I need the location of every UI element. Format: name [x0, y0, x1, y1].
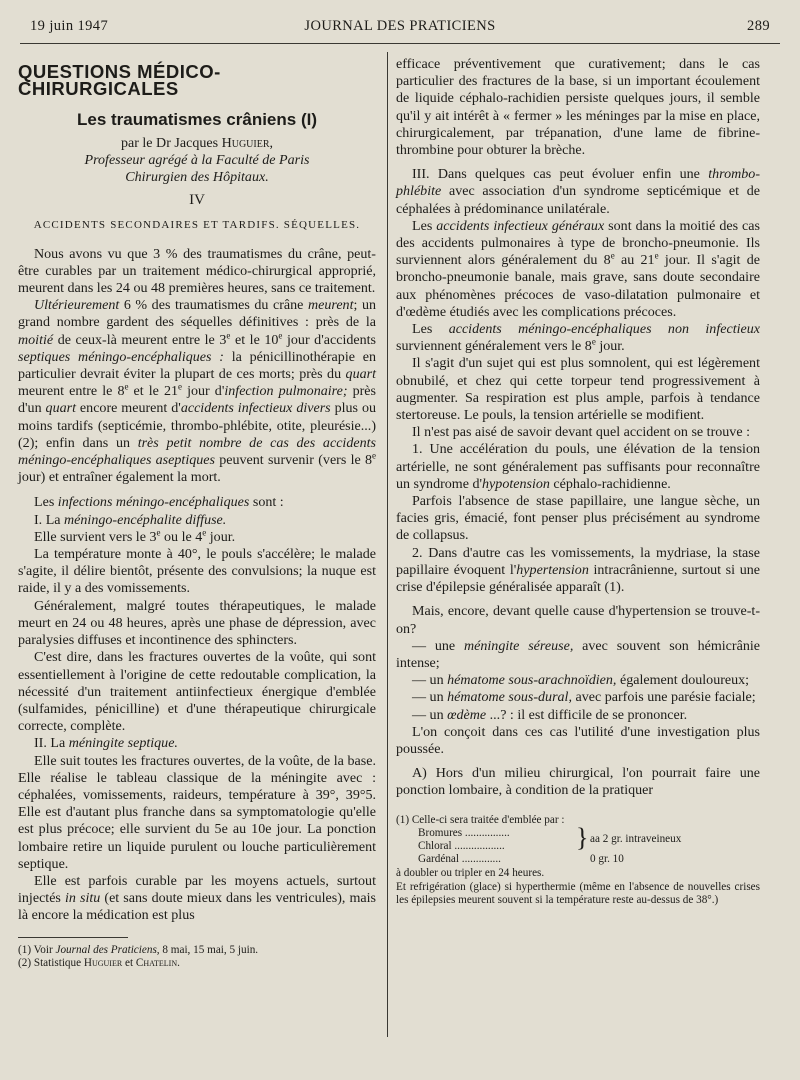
paragraph: Il n'est pas aisé de savoir devant quel accident on se trouve : [412, 424, 750, 441]
text: et le 21 [128, 383, 179, 400]
italic-text: septiques méningo-encéphaliques : [18, 348, 224, 365]
text: sont : [249, 494, 284, 511]
italic-text: œdème [447, 706, 487, 723]
paragraph [18, 735, 376, 752]
text: céphalo-rachidienne. [549, 475, 671, 492]
text: et le 10 [230, 331, 279, 348]
text: II. La [34, 735, 69, 752]
superscript: e [610, 250, 615, 261]
author-name: Huguier, [221, 134, 274, 151]
text: III. Dans quelques cas peut évoluer enfin une [412, 166, 709, 183]
footnote-rule [18, 937, 128, 938]
paragraph: C'est dire, dans les fractures ouvertes de la voûte, qui sont essentiellement à l'origine de cette redoutable complication, la nécessité d'un traitement antiinfectieux énergique d'emblée (sulfamides, pénicilline) et d'une thérapeutique chirurgicale correcte, complète. [18, 649, 376, 735]
author-role-2-text: Chirurgien des Hôpitaux. [125, 169, 269, 186]
left-column [18, 56, 376, 971]
text: I. La [34, 511, 65, 528]
paragraph [18, 512, 376, 529]
brace-glyph: } [576, 823, 589, 853]
text: au 21 [614, 252, 655, 269]
paragraph [396, 166, 760, 218]
text: Chatelin. [135, 957, 180, 970]
italic-text: très petit nombre de cas des accidents méningo-encéphaliques aseptiques [18, 434, 376, 469]
italic-text: infections méningo-encéphaliques [57, 494, 250, 511]
author-role-1 [18, 152, 376, 169]
text: 2. Dans d'autre cas les vomissements, la mydriase, la stase papillaire évoquent l' [396, 544, 760, 578]
author-role-1-text: Professeur agrégé à la Faculté de Paris [84, 151, 310, 168]
superscript: e [178, 381, 183, 392]
header-journal-title: JOURNAL DES PRATICIENS [304, 18, 496, 34]
dose-aa: aa 2 gr. intraveineux [590, 833, 682, 846]
text: Elle survient vers le 3 [34, 528, 157, 545]
text: — un [412, 689, 448, 706]
text: — une [412, 637, 464, 654]
paragraph: La température monte à 40°, le pouls s'accélère; le malade s'agite, il délire bientôt, présente des convulsions; la nuque est raide, il y a des vomissements. [18, 546, 376, 597]
paragraph: L'on conçoit dans ces cas l'utilité d'une investigation plus poussée. [396, 723, 760, 757]
italic-text: méningite septique. [68, 735, 178, 752]
paragraph [18, 297, 376, 486]
right-column [396, 56, 760, 908]
text: près d'un [18, 383, 376, 417]
footnote-right-line2: à doubler ou tripler en 24 heures. [396, 867, 545, 880]
text: Huguier [83, 957, 123, 970]
text: plus ou moins tardifs (septicémie, thrombo-phlébite, otite, pleurésie...) (2); enfin dans un [18, 400, 376, 451]
text: (1) Voir [18, 943, 56, 956]
text: — un [412, 672, 448, 689]
italic-text: méningite séreuse, [464, 637, 574, 654]
superscript: e [591, 336, 596, 347]
dose-gardenal: Gardénal .............. [418, 853, 501, 866]
italic-text: hématome sous-arachnoïdien, [447, 672, 617, 689]
text: avec parfois une parésie faciale; [571, 689, 756, 706]
text: Les [412, 321, 449, 338]
text: avec souvent son hémicrânie intense; [396, 637, 760, 671]
paragraph [396, 689, 760, 706]
paragraph: Généralement, malgré toutes thérapeutiques, le malade meurt en 24 ou 48 heures, après une phase de dépression, avec paralysies diffuses et incontinence des sphincters. [18, 597, 376, 649]
text: la pénicillinothérapie en particulier devrait éviter la plupart de ces morts; près du [18, 348, 376, 383]
italic-text: Ultérieurement [34, 297, 120, 314]
italic-text: hypotension [482, 475, 550, 492]
superscript: e [124, 381, 129, 392]
text: (2) Statistique [18, 957, 84, 970]
column-divider [387, 52, 388, 1037]
text: de ceux-là meurent entre le 3 [53, 331, 227, 348]
dose-bromures: Bromures ................ [418, 827, 510, 840]
italic-text: accidents infectieux généraux [436, 217, 605, 234]
paragraph [396, 672, 760, 689]
italic-text: moitié [18, 331, 54, 348]
text: 6 % des traumatismes du crâne [119, 297, 308, 314]
footnote-2 [18, 957, 376, 971]
text: 8 mai, 15 mai, 5 juin. [159, 943, 259, 956]
superscript: e [372, 450, 377, 461]
paragraph: Nous avons vu que 3 % des traumatismes du crâne, peut-être curables par un traitement médico-chirurgical approprié, meurent dans les 24 ou 48 premières heures, sans ce traitement. [18, 245, 376, 297]
text: également douloureux; [616, 672, 750, 689]
text: jour d'accidents [282, 331, 376, 348]
paragraph [18, 494, 376, 511]
text: jour d' [182, 383, 225, 400]
superscript: e [156, 527, 161, 538]
italic-text: in situ [65, 890, 101, 907]
paragraph [396, 707, 760, 724]
subheading: ACCIDENTS SECONDAIRES ET TARDIFS. SÉQUELLES. [33, 219, 361, 232]
text: Les [34, 494, 58, 511]
italic-text: thrombo-phlébite [396, 166, 760, 200]
dose-chloral: Chloral .................. [418, 840, 505, 853]
italic-text: hématome sous-dural, [447, 689, 572, 706]
text: intracrânienne, surtout si une crise d'épilepsie généralisée apparaît (1). [396, 561, 760, 596]
text: jour. Il s'agit de broncho-pneumonie banale, mais grave, sans doute secondaire aux phénomènes précoces de vaso-dilatation pulmonaire et d'œdème étudiés avec les complications précoces. [396, 252, 760, 320]
text: meurent entre le 8 [18, 383, 125, 400]
italic-text: meurent [307, 297, 354, 314]
paragraph: A) Hors d'un milieu chirurgical, l'on pourrait faire une ponction lombaire, à condition de la pratiquer [396, 765, 760, 799]
italic-text: hypertension [516, 561, 589, 578]
italic-text: accidents méningo-encéphaliques non infectieux [448, 321, 760, 338]
section-title: QUESTIONS MÉDICO-CHIRURGICALES [18, 61, 221, 100]
paragraph: Elle suit toutes les fractures ouvertes, de la voûte, de la base. Elle réalise le tableau classique de la méningite avec : céphalées, vomissements, raideurs, température à 39°, 39°5. Elle est d'autant plus franche dans sa symptomatologie qu'elle est plus précoce; elle survient du 5e au 10e jour. La ponction lombaire retire un liquide purulent ou louche particulièrement septique. [18, 752, 376, 872]
paragraph [396, 545, 760, 597]
paragraph [18, 529, 376, 546]
author-role-2 [18, 169, 376, 186]
text: et [122, 957, 136, 970]
superscript: e [202, 527, 207, 538]
text: Elle est parfois curable par les moyens actuels, surtout injectés [18, 872, 376, 907]
paragraph: Mais, encore, devant quelle cause d'hypertension se trouve-t-on? [396, 603, 760, 637]
paragraph [396, 441, 760, 493]
paragraph [18, 873, 376, 925]
italic-text: accidents infectieux divers [180, 400, 331, 417]
article-title: Les traumatismes crâniens (I) [77, 110, 317, 130]
part-number: IV [189, 192, 205, 209]
italic-text: Journal des Praticiens, [55, 943, 160, 956]
text: sont dans la moitié des cas des accidents pulmonaires à type de broncho-pneumonie. Ils surviennent alors généralement du 8 [396, 217, 760, 269]
paragraph [396, 638, 760, 672]
paragraph [396, 321, 760, 355]
text: jour. [206, 528, 236, 545]
text: ...? : il est difficile de se prononcer. [486, 706, 688, 723]
author-prefix: par le Dr Jacques [120, 134, 222, 151]
footnote-dose-table [418, 823, 760, 867]
text: jour. [595, 338, 625, 355]
dose-gardenal-value: 0 gr. 10 [590, 853, 624, 866]
spacer [396, 800, 760, 814]
text: jour) et entraîner également la mort. [18, 469, 221, 486]
header-date: 19 juin 1947 [30, 18, 109, 34]
italic-text: quart [45, 400, 76, 417]
text: peuvent survenir (vers le 8 [214, 452, 373, 469]
footnote-1 [18, 944, 376, 958]
text: 1. Une accélération du pouls, une élévation de la tension artérielle, ne sont généralement pas suffisants pour reconnaître un syndrome d' [396, 441, 760, 492]
footnote-right-intro: (1) Celle-ci sera traitée d'emblée par : [396, 813, 565, 826]
footnote-right-line3: Et refrigération (glace) si hyperthermie (même en l'absence de nouvelles crises les épilepsies meurent souvent si la température reste au-dessus de 38°.) [396, 880, 760, 907]
paragraph: efficace préventivement que curativement; dans le cas particulier des fractures de la base, si un important écoulement de liquide céphalo-rachidien persiste quelques jours, il semble qu'il y ait intérêt à « fermer » les méninges par la mise en place, chirurgicalement, par trépanation, d'une lame de fibrine-thrombine pour obturer la brèche. [396, 56, 760, 159]
italic-text: quart [345, 366, 376, 383]
text: Les [412, 217, 437, 234]
italic-text: infection pulmonaire; [224, 383, 348, 400]
superscript: e [654, 250, 659, 261]
text: — un [412, 706, 448, 723]
text: surviennent généralement vers le 8 [396, 338, 592, 355]
text: encore meurent d' [76, 400, 181, 417]
header-rule [20, 43, 780, 44]
text: (et sans doute mieux dans les ventricules), mais là encore la médication est plus [18, 890, 377, 924]
author-line [18, 135, 376, 152]
header-page-number: 289 [747, 18, 770, 34]
superscript: e [226, 329, 231, 340]
italic-text: méningo-encéphalite diffuse. [64, 511, 227, 528]
text: ou le 4 [160, 528, 203, 545]
paragraph [396, 218, 760, 321]
superscript: e [278, 329, 283, 340]
paragraph: Il s'agit d'un sujet qui est plus somnolent, qui est légèrement obnubilé, et chez qui cette torpeur tend progressivement à augmenter. Sa respiration est plus ample, parfois à tendance stertoreuse. Le pouls, la tension artérielle se modifient. [396, 355, 760, 424]
paragraph: Parfois l'absence de stase papillaire, une langue sèche, un facies gris, émacié, font penser plus précisément au syndrome de collapsus. [396, 493, 760, 544]
text: avec association d'un syndrome septicémique et de céphalées à prédominance unilatérale. [396, 183, 760, 217]
page-header [30, 14, 770, 38]
text: ; un grand nombre gardent des séquelles définitives : près de la [18, 297, 376, 331]
